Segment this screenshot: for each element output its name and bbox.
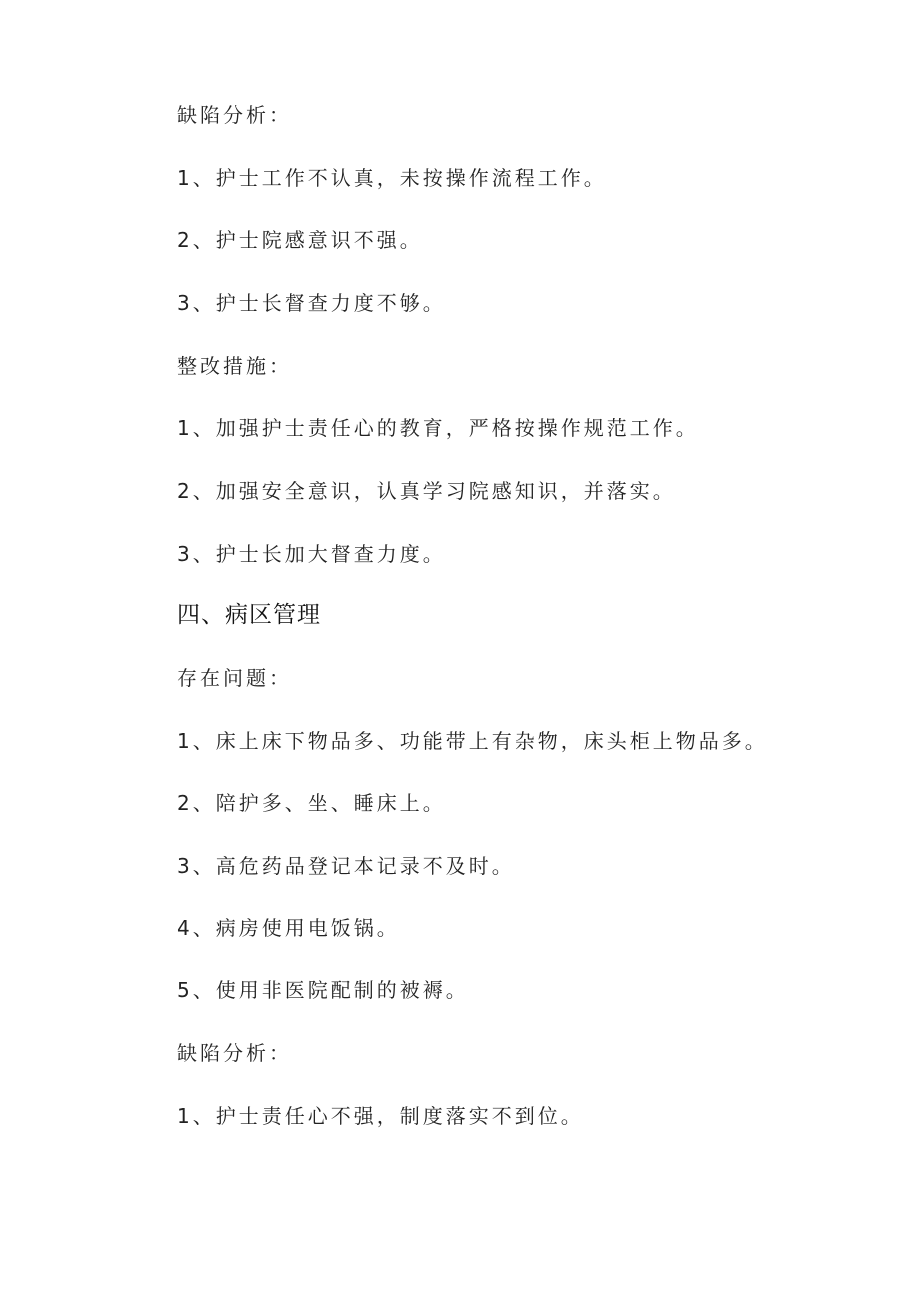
list-item: 2、陪护多、坐、睡床上。 [177,791,446,815]
list-item: 3、高危药品登记本记录不及时。 [177,854,515,878]
list-item: 1、加强护士责任心的教育，严格按操作规范工作。 [177,416,699,440]
section-label-defect-analysis: 缺陷分析： [177,1041,292,1065]
list-item: 3、护士长加大督查力度。 [177,542,446,566]
section-label-defect-analysis: 缺陷分析： [177,103,292,127]
section-label-existing-problems: 存在问题： [177,666,292,690]
list-item: 1、床上床下物品多、功能带上有杂物，床头柜上物品多。 [177,729,768,753]
list-item: 2、护士院感意识不强。 [177,228,423,252]
section-heading: 四、病区管理 [177,602,321,628]
list-item: 4、病房使用电饭锅。 [177,916,400,940]
list-item: 3、护士长督查力度不够。 [177,291,446,315]
list-item: 5、使用非医院配制的被褥。 [177,978,469,1002]
list-item: 1、护士责任心不强，制度落实不到位。 [177,1104,584,1128]
section-label-corrective-measures: 整改措施： [177,354,292,378]
list-item: 1、护士工作不认真，未按操作流程工作。 [177,166,607,190]
list-item: 2、加强安全意识，认真学习院感知识，并落实。 [177,479,676,503]
